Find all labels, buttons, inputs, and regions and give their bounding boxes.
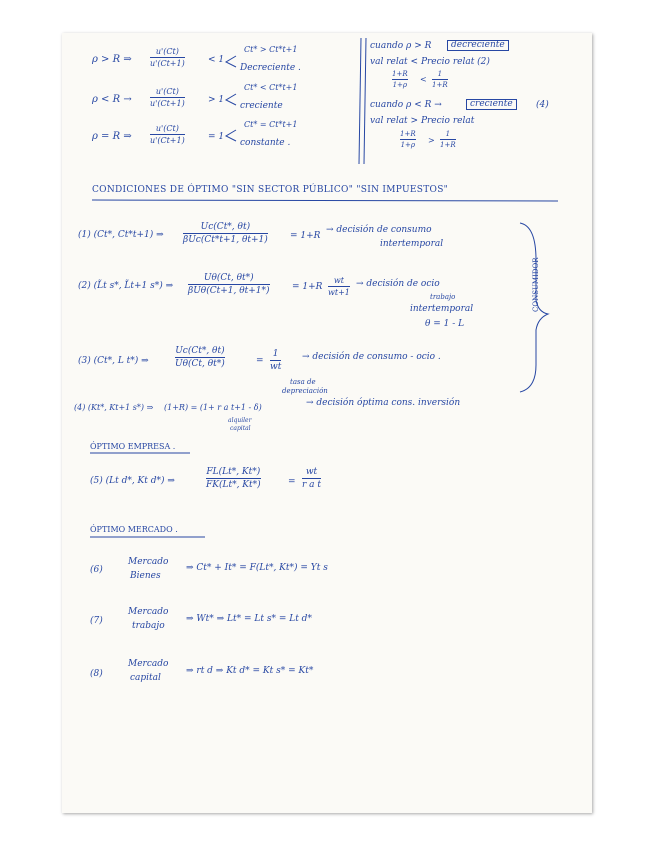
row2-numerator: u'(Ct) [155, 87, 179, 96]
cond2-rhs: = 1+R [292, 282, 323, 292]
section-heading: CONDICIONES DE ÓPTIMO "SIN SECTOR PÚBLICO" "SIN IMPUESTOS" [92, 185, 449, 195]
row3-denominator: u'(Ct+1) [150, 136, 185, 146]
row3-numerator: u'(Ct) [155, 124, 179, 133]
cond2-note4: θ = 1 - L [425, 319, 465, 329]
cond1-note2: intertemporal [380, 239, 444, 249]
note-relative-value-less: val relat < Precio relat (2) [370, 57, 490, 67]
cond2-wage-den: wt+1 [328, 288, 350, 298]
note-fraction-2 [400, 130, 416, 149]
row2-branch-bottom: creciente [240, 101, 283, 111]
row1-denominator: u'(Ct+1) [150, 59, 185, 69]
note-fraction-2b-den: 1+R [440, 141, 456, 150]
note-fraction-2-den: 1+ρ [400, 141, 416, 150]
empresa-title: ÓPTIMO EMPRESA . [90, 442, 176, 451]
mercado8-number: (8) [90, 669, 103, 679]
row1-fraction [150, 47, 185, 68]
note-fraction-2b-num: 1 [445, 130, 451, 138]
cond2-fraction [188, 273, 270, 297]
row2-fraction [150, 87, 185, 108]
mercado-title: ÓPTIMO MERCADO . [90, 525, 178, 534]
note-fraction-1b-den: 1+R [432, 81, 448, 90]
cond3-numerator: Uc(Ct*, θt) [175, 346, 225, 356]
cond4-lhs: (4) (Kt*, Kt+1 s*) ⇒ [74, 403, 154, 412]
mercado7-equation: ⇒ Wt* ⇒ Lt* = Lt s* = Lt d* [186, 614, 312, 624]
cond3-denominator: Uθ(Ct, θt*) [175, 359, 225, 370]
mercado7-number: (7) [90, 616, 103, 626]
row2-branch-top: Ct* < Ct*t+1 [244, 83, 298, 92]
empresa-rate-num: wt [305, 467, 318, 477]
mercado6-number: (6) [90, 565, 103, 575]
empresa-rate-den: r a t [302, 480, 322, 491]
cond3-fraction [175, 346, 225, 370]
cond4-note: → decisión óptima cons. inversión [306, 398, 461, 408]
note-fraction-1 [392, 70, 408, 89]
row2-relation: > 1 [208, 95, 225, 105]
empresa-numerator: FL(Lt*, Kt*) [206, 467, 261, 477]
row2-denominator: u'(Ct+1) [150, 99, 185, 109]
cond2-wage-fraction [328, 276, 350, 297]
cond3-rhs: = [256, 356, 264, 366]
note-fraction-1b [432, 70, 448, 89]
cond3-wage-fraction [270, 349, 281, 373]
mercado6-label1: Mercado [128, 557, 169, 567]
cond4-note-sub2: capital [230, 425, 251, 432]
note-relative-value-greater: val relat > Precio relat [370, 116, 475, 126]
cond3-note: → decisión de consumo - ocio . [302, 352, 441, 362]
note-fraction-1-rel: < [420, 75, 427, 84]
cond4-note-sub: alquiler [228, 417, 252, 424]
row1-numerator: u'(Ct) [155, 47, 179, 56]
consumidor-label: CONSUMIDOR [532, 257, 540, 312]
mercado8-label1: Mercado [128, 659, 169, 669]
mercado6-label2: Bienes [130, 571, 161, 581]
note-fraction-2b [440, 130, 456, 149]
mercado7-label1: Mercado [128, 607, 169, 617]
mercado6-equation: ⇒ Ct* + It* = F(Lt*, Kt*) = Yt s [186, 563, 328, 573]
note-decreciente-box: decreciente [447, 40, 509, 51]
cond1-denominator: βUc(Ct*t+1, θt+1) [183, 235, 268, 246]
row1-relation: < 1 [208, 55, 225, 65]
cond1-numerator: Uc(Ct*, θt) [200, 222, 251, 232]
cond4-note-top: tasa de [290, 378, 316, 386]
note-fraction-1b-num: 1 [437, 70, 443, 78]
cond2-denominator: βUθ(Ct+1, θt+1*) [188, 286, 270, 297]
row1-condition: ρ > R ⇒ [92, 54, 132, 65]
row3-branch-top: Ct* = Ct*t+1 [244, 120, 298, 129]
row3-branch-bottom: constante . [240, 138, 291, 148]
note-fraction-1-num: 1+R [392, 70, 408, 78]
empresa-relation: = [288, 477, 296, 487]
cond2-wage-num: wt [333, 276, 344, 285]
row1-branch-bottom: Decreciente . [240, 63, 301, 73]
row3-relation: = 1 [208, 132, 225, 142]
empresa-denominator: FK(Lt*, Kt*) [206, 480, 261, 491]
mercado7-label2: trabajo [132, 621, 165, 631]
cond3-lhs: (3) (Ct*, L t*) ⇒ [78, 356, 149, 366]
empresa-fraction [206, 467, 261, 491]
note-when-rho-greater: cuando ρ > R [370, 41, 432, 51]
row2-condition: ρ < R → [92, 94, 132, 105]
row3-condition: ρ = R ⇒ [92, 131, 132, 142]
note-ref-4: (4) [536, 100, 549, 110]
cond4-note-top2: depreciación [282, 387, 328, 395]
empresa-lhs: (5) (Lt d*, Kt d*) ⇒ [90, 476, 175, 486]
mercado8-label2: capital [130, 673, 161, 683]
cond1-lhs: (1) (Ct*, Ct*t+1) ⇒ [78, 230, 164, 240]
mercado8-equation: ⇒ rt d ⇒ Kt d* = Kt s* = Kt* [186, 666, 314, 676]
row1-branch-top: Ct* > Ct*t+1 [244, 45, 298, 54]
note-fraction-1-den: 1+ρ [392, 81, 408, 90]
cond4-rhs: (1+R) = (1+ r a t+1 - δ) [164, 403, 262, 412]
note-fraction-2-rel: > [428, 136, 435, 145]
cond2-note2: trabajo [430, 293, 456, 301]
note-when-rho-less: cuando ρ < R → [370, 100, 442, 110]
cond1-rhs: = 1+R [290, 231, 321, 241]
cond2-lhs: (2) (L̃t s*, L̃t+1 s*) ⇒ [78, 281, 174, 291]
cond3-wage-num: 1 [272, 349, 279, 359]
cond1-note: → decisión de consumo [326, 225, 432, 235]
cond3-wage-den: wt [270, 362, 282, 373]
cond2-note3: intertemporal [410, 304, 474, 314]
row3-fraction [150, 124, 185, 145]
cond1-fraction [183, 222, 268, 246]
note-fraction-2-num: 1+R [400, 130, 416, 138]
note-creciente-box: creciente [466, 99, 517, 110]
cond2-note: → decisión de ocio [356, 279, 440, 289]
empresa-rate-fraction [302, 467, 321, 491]
cond2-numerator: Uθ(Ct, θt*) [203, 273, 254, 283]
